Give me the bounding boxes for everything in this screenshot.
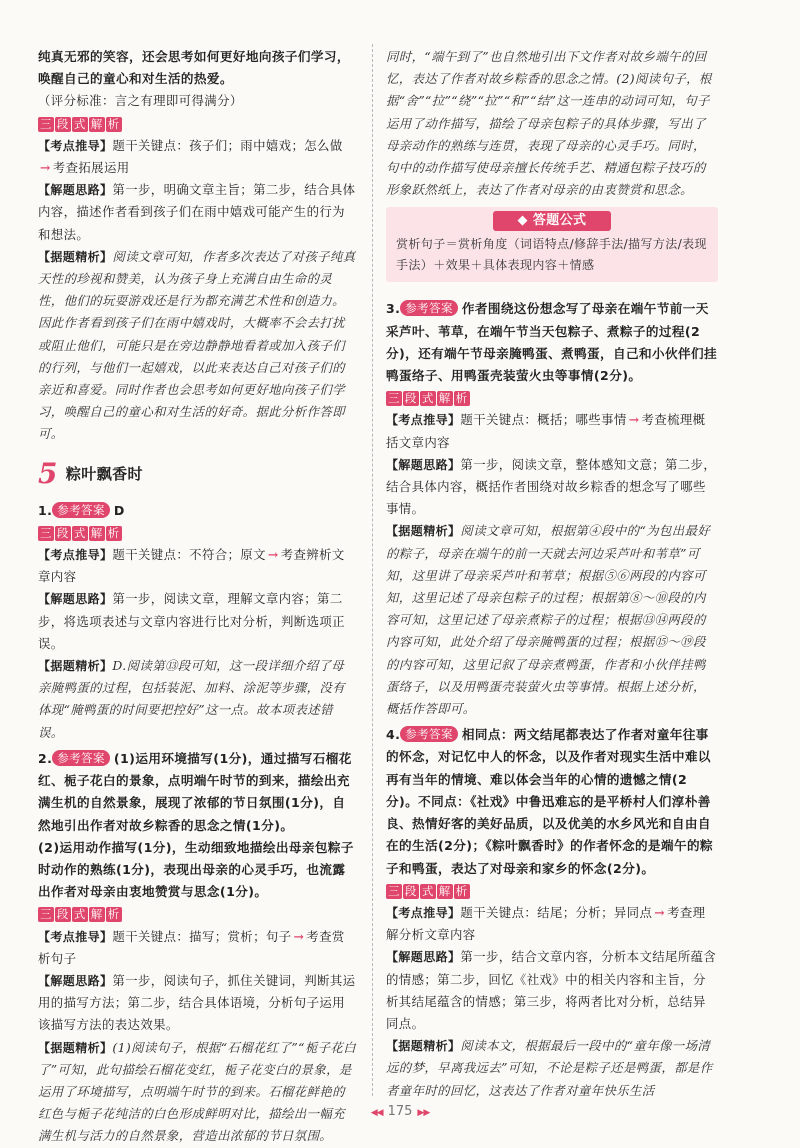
q4-analysis: 【据题精析】阅读本文，根据最后一段中的“童年像一场清远的梦，早离我远去”可知，不论是粽子还是鸭蛋，都是作者童年时的回忆，这表达了作者对童年快乐生活 [386,1038,713,1098]
intro-answer-text: 纯真无邪的笑容，还会思考如何更好地向孩子们学习，唤醒自己的童心和对生活的热爱。 [38,49,350,87]
q4-solving-idea: 【解题思路】第一步，结合文章内容，分析本文结尾所蕴含的情感；第二步，回忆《社戏》中的相关内容和主旨，分析其结尾蕴含的情感；第三步，将两者比对分析，总结异同点。 [386,949,717,1031]
column-divider [372,44,373,1096]
arrow-icon: → [654,904,666,920]
three-step-analysis-tag: 三 段 式 解 析 [40,525,120,540]
left-column [38,46,356,1148]
section-number: 5 [38,456,58,490]
q0-solving-idea: 【解题思路】第一步，明确文章主旨；第二步，结合具体内容，描述作者看到孩子们在雨中嬉戏可能产生的行为和想法。 [38,182,356,242]
arrow-icon: → [293,928,305,944]
answer-badge: 参考答案 [400,300,458,316]
answer-badge: 参考答案 [400,726,458,742]
arrow-icon: → [40,160,51,176]
left-triangles-icon: ◀◀ [370,1108,383,1118]
q1-answer: 1. 参考答案 D [38,502,125,518]
q3-solving-idea: 【解题思路】第一步，阅读文章，整体感知文意；第二步，结合具体内容，概括作者围绕对故乡粽香的想念写了哪些事情。 [386,456,717,517]
arrow-icon: → [628,412,640,428]
q3-analysis: 【据题精析】阅读文章可知，根据第④段中的“为包出最好的粽子，母亲在端午的前一天就去河边采芦叶和苇草”可知，这里讲了母亲采芦叶和苇草；根据⑤⑥两段的内容可知，这里记述了母亲包粽子的过程；根据第⑧～⑩段的内容可知，这里记述了母亲煮粽子的过程；根据⑬⑭两段的内容可知，此处介绍了母亲腌鸭蛋的过程；根据⑮～⑲段的内容可知，这里记叙了母亲煮鸭蛋，作者和小伙伴挂鸭蛋络子，以及用鸭蛋壳装萤火虫等事情。根据上述分析，概括作答即可。 [386,523,711,717]
q2-analysis: 【据题精析】(1)阅读句子，根据“石榴花红了”“栀子花白了”可知，此句描绘石榴花变红，栀子花变白的景象，是运用了环境描写，点明端午时节的到来。石榴花鲜艳的红色与栀子花纯洁的白色形成鲜明对比，描绘出一幅充满生机与活力的自然景象，营造出浓郁的节日氛围。 [38,1039,357,1144]
scoring-criteria: （评分标准：言之有理即可得满分） [38,93,243,109]
three-step-analysis-tag: 三 段 式 解 析 [388,883,468,898]
q3-answer: 3. 参考答案 作者围绕这份想念写了母亲在端午节前一天采芦叶、苇草，在端午节当天包粽子、煮粽子的过程(2分)，还有端午节母亲腌鸭蛋、煮鸭蛋，自己和小伙伴们挂鸭蛋络子、用鸭蛋壳装萤火虫等事情(2分)。 [386,301,717,384]
formula-title: ◆ 答题公式 [493,211,611,231]
q2-answer: 2. 参考答案 (1)运用环境描写(1分)，通过描写石榴花红、栀子花白的景象，点明端午时节的到来，描绘出充满生机的自然景象，展现了浓郁的节日氛围(1分)，自然地引出作者对故乡粽香的思念之情(1分)。 [38,750,352,833]
answer-badge: 参考答案 [52,502,110,518]
section-title: 粽叶飘香时 [65,464,143,483]
arrow-icon: → [267,547,279,563]
answer-formula-box [386,207,718,282]
page-number: 175 [387,1104,413,1119]
formula-body: 赏析句子＝赏析角度（词语特点/修辞手法/描写方法/表现手法）＋效果＋具体表现内容＋情感 [396,237,707,273]
answer-badge: 参考答案 [52,750,110,766]
three-step-analysis-tag: 三 段 式 解 析 [40,116,120,131]
q0-analysis: 【据题精析】阅读文章可知，作者多次表达了对孩子纯真天性的珍视和赞美，认为孩子身上充满自由生命的灵性，他们的玩耍游戏还是行为都充满艺术性和创造力。因此作者看到孩子们在雨中嬉戏时，大概率不会去打扰或阻止他们，可能只是在旁边静静地看着或加入孩子们的行列，与他们一起嬉戏，以此来表达自己对孩子们的亲近和喜爱。同时作者也会思考如何更好地向孩子们学习，唤醒自己的童心和对生活的好奇。据此分析作答即可。 [38,248,356,442]
page-footer [0,1104,800,1119]
three-step-analysis-tag: 三 段 式 解 析 [388,391,468,406]
q2-solving-idea: 【解题思路】第一步，阅读句子，抓住关键词，判断其运用的描写方法；第二步，结合具体语境，分析句子运用该描写方法的表达效果。 [38,972,356,1033]
q4-key-point: 【考点推导】题干关键点：结尾；分析；异同点 → 考查理解分析文章内容 [386,904,706,943]
q2-analysis-continued: 同时，“端午到了”也自然地引出下文作者对故乡端午的回忆，表达了作者对故乡粽香的思念之情。(2)阅读句子，根据“舍”“拉”“绕”“拉”“和”“结”这一连串的动词可知，句子运用了动作描写，描绘了母亲包粽子的具体步骤，写出了母亲动作的熟练与连贯，表现了母亲的心灵手巧。同时，句中的动作描写使母亲擅长传统手艺、精通包粽子技巧的形象跃然纸上，表达了作者对母亲的由衷赞赏和思念。 [386,49,712,198]
q2-key-point: 【考点推导】题干关键点：描写；赏析；句子 → 考查赏析句子 [38,928,345,966]
three-step-analysis-tag: 三 段 式 解 析 [40,907,120,922]
q3-key-point: 【考点推导】题干关键点：概括；哪些事情 → 考查梳理概括文章内容 [386,412,706,450]
right-column [386,46,718,1102]
q1-analysis: 【据题精析】D.阅读第⑬段可知，这一段详细介绍了母亲腌鸭蛋的过程，包括装泥、加料、涂泥等步骤，没有体现“腌鸭蛋的时间要把控好”这一点。故本项表述错误。 [38,658,345,740]
right-triangles-icon: ▶▶ [417,1108,430,1118]
q1-solving-idea: 【解题思路】第一步，阅读文章，理解文章内容；第二步，将选项表述与文章内容进行比对分析，判断选项正误。 [38,591,345,651]
q0-key-point: 【考点推导】题干关键点：孩子们；雨中嬉戏；怎么做→ 考查拓展运用 [38,137,343,176]
q2-answer-part2: (2)运用动作描写(1分)，生动细致地描绘出母亲包粽子时动作的熟练(1分)，表现出母亲的心灵手巧，也流露出作者对母亲由衷地赞赏与思念(1分)。 [38,839,354,900]
section-heading [38,456,356,490]
q4-answer: 4. 参考答案 相同点：两文结尾都表达了作者对童年往事的怀念，对记忆中人的怀念，以及作者对现实生活中难以再有当年的情境、难以体会当年的心情的遗憾之情(2分)。不同点：《社戏》中鲁迅难忘的是平桥村人们淳朴善良、热情好客的美好品质，以及优美的水乡风光和自由自在的生活(2分)；《粽叶飘香时》的作者怀念的是端午的粽子和鸭蛋，表达了对母亲和家乡的怀念(2分)。 [386,727,714,876]
q1-key-point: 【考点推导】题干关键点：不符合；原文 → 考查辨析文章内容 [38,547,345,585]
